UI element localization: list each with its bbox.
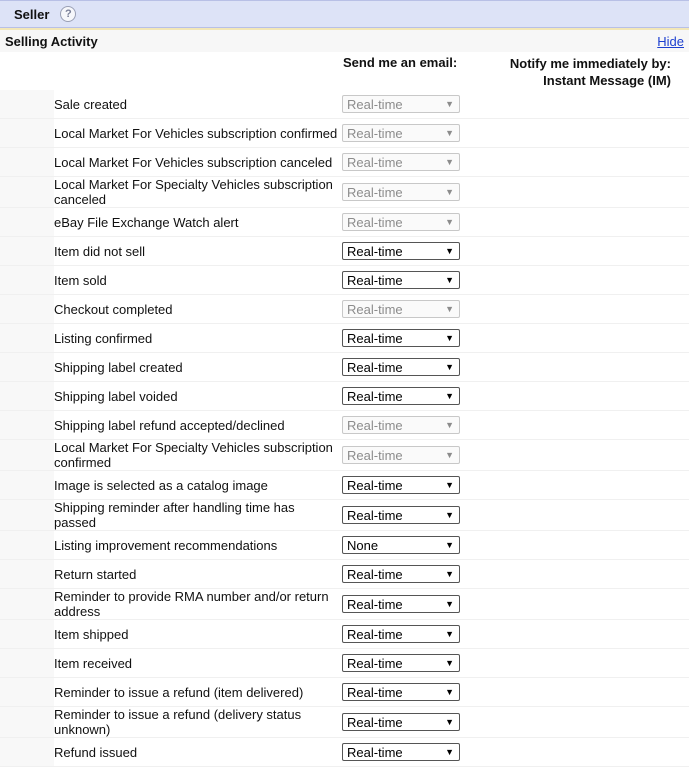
notification-label: Reminder to issue a refund (delivery status unknown) <box>54 707 302 737</box>
chevron-down-icon: ▼ <box>445 246 454 256</box>
notification-row <box>0 119 689 148</box>
notification-row <box>0 148 689 177</box>
email-frequency-select[interactable] <box>342 743 460 761</box>
notification-label: Shipping reminder after handling time has passed <box>54 500 295 530</box>
select-value: Real-time <box>347 154 403 170</box>
row-indent <box>0 707 54 737</box>
seller-header <box>0 0 689 28</box>
notification-label: Image is selected as a catalog image <box>54 477 268 493</box>
row-indent <box>0 353 54 381</box>
row-indent <box>0 208 54 236</box>
select-value: Real-time <box>347 566 403 582</box>
notification-row <box>0 531 689 560</box>
select-value: Real-time <box>347 184 403 200</box>
email-frequency-select[interactable] <box>342 271 460 289</box>
row-indent <box>0 119 54 147</box>
row-indent <box>0 500 54 530</box>
chevron-down-icon: ▼ <box>445 747 454 757</box>
notification-row <box>0 471 689 500</box>
chevron-down-icon: ▼ <box>445 275 454 285</box>
email-frequency-select[interactable] <box>342 329 460 347</box>
notification-row <box>0 678 689 707</box>
notification-label: Item shipped <box>54 626 129 642</box>
email-frequency-select <box>342 95 460 113</box>
select-value: Real-time <box>347 477 403 493</box>
row-indent <box>0 177 54 207</box>
select-value: Real-time <box>347 388 403 404</box>
notification-row <box>0 324 689 353</box>
select-value: Real-time <box>347 272 403 288</box>
row-indent <box>0 382 54 410</box>
email-frequency-select[interactable] <box>342 506 460 524</box>
select-value: Real-time <box>347 626 403 642</box>
column-headers <box>0 52 689 90</box>
chevron-down-icon: ▼ <box>445 187 454 197</box>
section-title: Selling Activity <box>5 33 98 49</box>
email-frequency-select[interactable] <box>342 387 460 405</box>
select-value: Real-time <box>347 684 403 700</box>
select-value: Real-time <box>347 125 403 141</box>
notify-column-header <box>510 55 671 89</box>
chevron-down-icon: ▼ <box>445 304 454 314</box>
chevron-down-icon: ▼ <box>445 362 454 372</box>
select-value: Real-time <box>347 301 403 317</box>
chevron-down-icon: ▼ <box>445 420 454 430</box>
notification-label: Shipping label refund accepted/declined <box>54 417 285 433</box>
select-value: Real-time <box>347 243 403 259</box>
notification-row <box>0 707 689 738</box>
notify-header-line2: Instant Message (IM) <box>543 73 671 88</box>
notification-row <box>0 208 689 237</box>
chevron-down-icon: ▼ <box>445 128 454 138</box>
select-value: Real-time <box>347 359 403 375</box>
chevron-down-icon: ▼ <box>445 450 454 460</box>
row-indent <box>0 738 54 766</box>
row-indent <box>0 560 54 588</box>
notification-row <box>0 237 689 266</box>
chevron-down-icon: ▼ <box>445 391 454 401</box>
email-frequency-select <box>342 213 460 231</box>
select-value: Real-time <box>347 714 403 730</box>
select-value: Real-time <box>347 417 403 433</box>
email-frequency-select[interactable] <box>342 242 460 260</box>
chevron-down-icon: ▼ <box>445 480 454 490</box>
email-frequency-select[interactable] <box>342 625 460 643</box>
notification-label: Shipping label voided <box>54 388 178 404</box>
notification-label: Return started <box>54 566 137 582</box>
row-indent <box>0 324 54 352</box>
select-value: Real-time <box>347 655 403 671</box>
seller-title: Seller <box>14 6 50 22</box>
notification-label: Local Market For Vehicles subscription canceled <box>54 154 333 170</box>
notification-label: eBay File Exchange Watch alert <box>54 214 239 230</box>
email-frequency-select[interactable] <box>342 654 460 672</box>
notification-label: Reminder to provide RMA number and/or return address <box>54 589 329 619</box>
notification-label: Item received <box>54 655 133 671</box>
chevron-down-icon: ▼ <box>445 569 454 579</box>
select-value: Real-time <box>347 214 403 230</box>
row-indent <box>0 440 54 470</box>
chevron-down-icon: ▼ <box>445 540 454 550</box>
notification-label: Reminder to issue a refund (item delivered) <box>54 684 304 700</box>
notification-label: Item did not sell <box>54 243 146 259</box>
hide-link[interactable]: Hide <box>657 33 684 49</box>
notification-row <box>0 90 689 119</box>
notification-row <box>0 266 689 295</box>
row-indent <box>0 589 54 619</box>
email-column-header: Send me an email: <box>343 55 458 70</box>
select-value: Real-time <box>347 447 403 463</box>
notification-row <box>0 411 689 440</box>
email-frequency-select[interactable] <box>342 536 460 554</box>
chevron-down-icon: ▼ <box>445 717 454 727</box>
notification-row <box>0 353 689 382</box>
notification-label: Checkout completed <box>54 301 173 317</box>
row-indent <box>0 411 54 439</box>
select-value: None <box>347 537 379 553</box>
email-frequency-select <box>342 153 460 171</box>
notification-label: Local Market For Specialty Vehicles subscription confirmed <box>54 440 333 470</box>
email-frequency-select <box>342 300 460 318</box>
notification-row <box>0 382 689 411</box>
chevron-down-icon: ▼ <box>445 658 454 668</box>
notification-label: Shipping label created <box>54 359 183 375</box>
email-frequency-select <box>342 416 460 434</box>
notify-header-line1: Notify me immediately by: <box>509 56 671 71</box>
notification-label: Item sold <box>54 272 107 288</box>
row-indent <box>0 620 54 648</box>
chevron-down-icon: ▼ <box>445 333 454 343</box>
notification-row <box>0 440 689 471</box>
notification-row <box>0 295 689 324</box>
email-frequency-select[interactable] <box>342 358 460 376</box>
row-indent <box>0 266 54 294</box>
email-frequency-select <box>342 183 460 201</box>
row-indent <box>0 471 54 499</box>
chevron-down-icon: ▼ <box>445 599 454 609</box>
email-frequency-select[interactable] <box>342 683 460 701</box>
select-value: Real-time <box>347 507 403 523</box>
email-frequency-select <box>342 124 460 142</box>
notification-row <box>0 177 689 208</box>
notification-row <box>0 589 689 620</box>
notification-label: Listing improvement recommendations <box>54 537 278 553</box>
notification-label: Local Market For Specialty Vehicles subscription canceled <box>54 177 333 207</box>
notification-label: Refund issued <box>54 744 138 760</box>
chevron-down-icon: ▼ <box>445 510 454 520</box>
email-frequency-select[interactable] <box>342 713 460 731</box>
row-indent <box>0 237 54 265</box>
email-frequency-select[interactable] <box>342 565 460 583</box>
chevron-down-icon: ▼ <box>445 629 454 639</box>
select-value: Real-time <box>347 96 403 112</box>
chevron-down-icon: ▼ <box>445 99 454 109</box>
question-circle-icon[interactable]: ? <box>60 6 76 22</box>
row-indent <box>0 649 54 677</box>
select-value: Real-time <box>347 330 403 346</box>
notification-label: Listing confirmed <box>54 330 153 346</box>
notification-row <box>0 649 689 678</box>
notification-row <box>0 500 689 531</box>
row-indent <box>0 678 54 706</box>
row-indent <box>0 531 54 559</box>
select-value: Real-time <box>347 596 403 612</box>
notification-rows <box>0 90 689 767</box>
row-indent <box>0 295 54 323</box>
row-indent <box>0 148 54 176</box>
notification-row <box>0 620 689 649</box>
row-indent <box>0 90 54 118</box>
chevron-down-icon: ▼ <box>445 157 454 167</box>
chevron-down-icon: ▼ <box>445 687 454 697</box>
notification-label: Local Market For Vehicles subscription confirmed <box>54 125 338 141</box>
notification-row <box>0 560 689 589</box>
email-frequency-select[interactable] <box>342 595 460 613</box>
select-value: Real-time <box>347 744 403 760</box>
email-frequency-select[interactable] <box>342 476 460 494</box>
email-frequency-select <box>342 446 460 464</box>
notification-label: Sale created <box>54 96 127 112</box>
chevron-down-icon: ▼ <box>445 217 454 227</box>
selling-activity-header <box>0 28 689 52</box>
